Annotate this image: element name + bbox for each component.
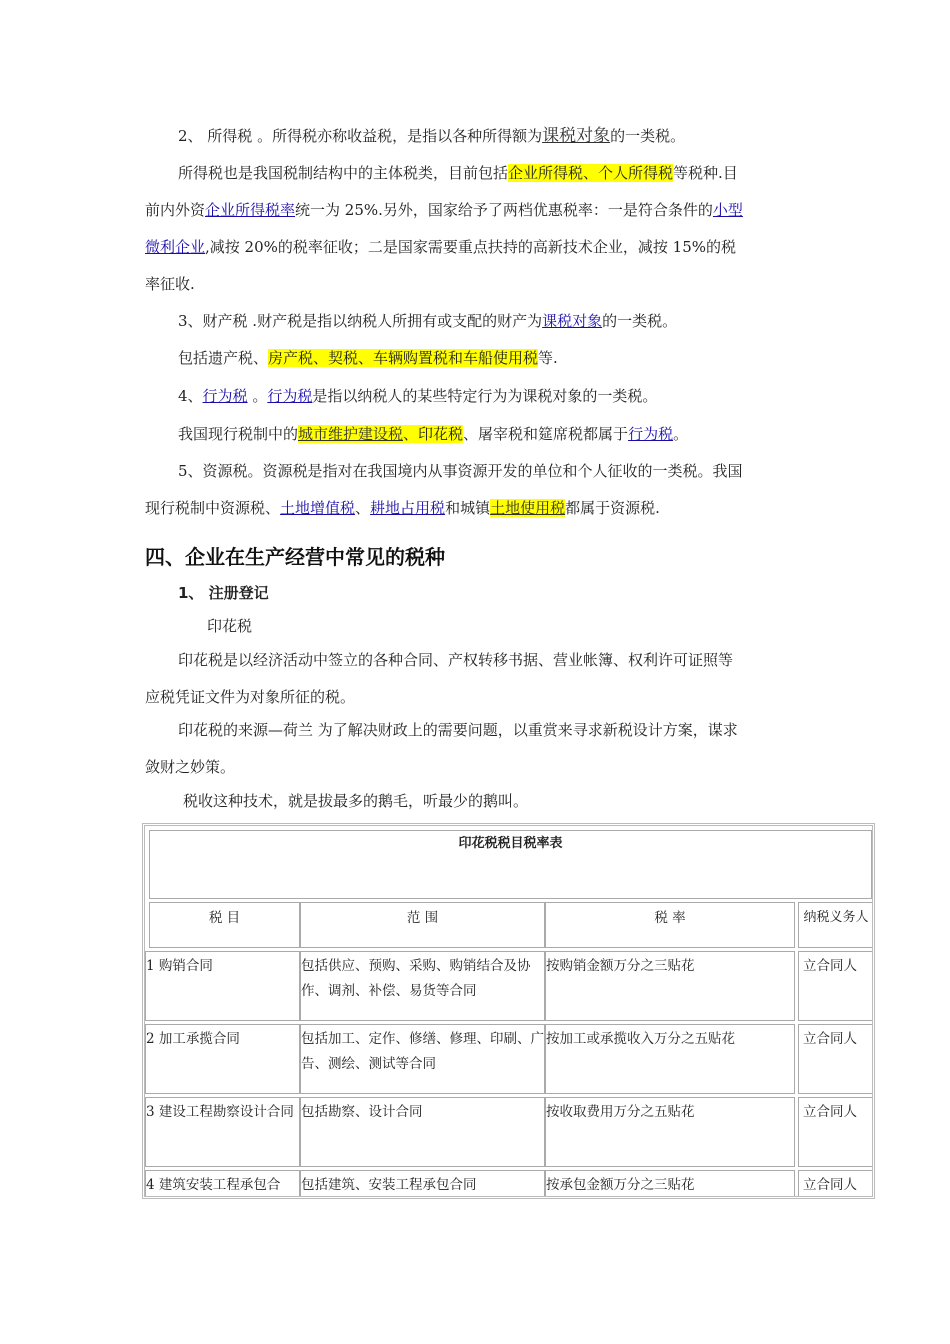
table-header-scope: 范 围	[300, 902, 545, 948]
text: 税收这种技术，就是拔最多的鹅毛，听最少的鹅叫。	[183, 792, 529, 810]
link-small-micro-enterprise[interactable]: 小型	[712, 201, 743, 219]
text: 应税凭证文件为对象所征的税。	[145, 688, 356, 706]
table-header-taxpayer: 纳税义务人	[798, 902, 874, 948]
highlight-text: 、印花税	[403, 425, 464, 443]
paragraph-line	[145, 679, 810, 716]
paragraph-income-tax-types	[145, 155, 843, 192]
paragraph-property-tax	[145, 303, 843, 340]
table-cell: 包括供应、预购、采购、购销结合及协作、调剂、补偿、易货等合同	[300, 951, 545, 1021]
table-cell: 立合同人	[798, 1170, 874, 1199]
text: 3、财产税 .财产税是指以纳税人所拥有或支配的财产为	[178, 312, 543, 330]
table-cell: 按承包金额万分之三贴花	[545, 1170, 795, 1199]
text: 。	[247, 387, 268, 405]
link-land-value-tax[interactable]: 土地增值税	[280, 499, 356, 517]
text: 4、	[178, 387, 203, 405]
table-cell: 立合同人	[798, 951, 874, 1021]
text: 印花税	[207, 617, 253, 635]
text: 、屠宰税和筵席税都属于	[463, 425, 629, 443]
text: ,减按 20%的税率征收；二是国家需要重点扶持的高新技术企业，减按 15%的税	[205, 238, 737, 256]
highlight-text: 房产税、契税、车辆购置税和车船使用税	[268, 349, 539, 367]
stamp-tax-rate-table	[142, 823, 875, 1199]
text: 是指以纳税人的某些特定行为为课税对象的一类税。	[312, 387, 658, 405]
paragraph-behavior-tax	[145, 378, 843, 415]
table-cell: 按加工或承揽收入万分之五贴花	[545, 1024, 795, 1094]
highlight-link-land-use-tax[interactable]: 土地使用税	[490, 499, 566, 517]
table-cell: 按购销金额万分之三贴花	[545, 951, 795, 1021]
paragraph-income-tax	[145, 118, 843, 155]
paragraph-line	[145, 749, 810, 786]
text: 包括遗产税、	[178, 349, 269, 367]
table-header-rate: 税 率	[545, 902, 795, 948]
paragraph-quote	[145, 783, 848, 820]
table-title: 印花税税目税率表	[149, 830, 872, 899]
text: 统一为 25%.另外，国家给予了两档优惠税率：一是符合条件的	[295, 201, 713, 219]
text: 5、资源税。资源税是指对在我国境内从事资源开发的单位和个人征收的一类税。我国	[178, 462, 743, 480]
paragraph-stamp-tax-title	[145, 608, 872, 645]
text: 等税种.目	[673, 164, 738, 182]
text: 和城镇	[445, 499, 491, 517]
table-cell: 立合同人	[798, 1097, 874, 1167]
link-behavior-tax[interactable]: 行为税	[202, 387, 248, 405]
text: 的一类税。	[610, 127, 686, 145]
link-small-micro-enterprise-cont[interactable]: 微利企业	[145, 238, 206, 256]
table-cell: 包括勘察、设计合同	[300, 1097, 545, 1167]
paragraph-line	[145, 192, 810, 229]
link-enterprise-income-tax-rate[interactable]: 企业所得税率	[205, 201, 296, 219]
text: 率征收.	[145, 275, 195, 293]
paragraph-stamp-tax-def	[145, 642, 843, 679]
text: 印花税是以经济活动中签立的各种合同、产权转移书据、营业帐簿、权利许可证照等	[178, 651, 734, 669]
section-heading: 四、企业在生产经营中常见的税种	[145, 545, 445, 569]
link-behavior-tax[interactable]: 行为税	[267, 387, 313, 405]
paragraph-resource-tax	[145, 453, 843, 490]
table-cell: 立合同人	[798, 1024, 874, 1094]
paragraph-behavior-tax-types	[145, 416, 843, 453]
paragraph-stamp-tax-origin	[145, 712, 843, 749]
text: 现行税制中资源税、	[145, 499, 281, 517]
table-cell: 4 建筑安装工程承包合	[145, 1170, 300, 1199]
table-cell: 包括加工、定作、修缮、修理、印刷、广告、测绘、测试等合同	[300, 1024, 545, 1094]
text: 都属于资源税.	[565, 499, 660, 517]
text: 我国现行税制中的	[178, 425, 299, 443]
subsection-heading: 1、 注册登记	[178, 584, 269, 602]
paragraph-line	[145, 229, 810, 266]
table-header-item: 税 目	[149, 902, 300, 948]
table-cell: 2 加工承揽合同	[145, 1024, 300, 1094]
paragraph-property-tax-types	[145, 340, 843, 377]
link-farmland-tax[interactable]: 耕地占用税	[370, 499, 446, 517]
table-cell: 3 建设工程勘察设计合同	[145, 1097, 300, 1167]
table-cell: 包括建筑、安装工程承包合同	[300, 1170, 545, 1199]
link-tax-object[interactable]: 课税对象	[542, 312, 603, 330]
text: 敛财之妙策。	[145, 758, 236, 776]
text: 印花税的来源—荷兰 为了解决财政上的需要问题，以重赏来寻求新税设计方案，谋求	[178, 721, 738, 739]
paragraph-line	[145, 490, 810, 527]
text: 所得税也是我国税制结构中的主体税类，目前包括	[178, 164, 509, 182]
text: 2、 所得税 。所得税亦称收益税，是指以各种所得额为	[178, 127, 543, 145]
table-cell: 1 购销合同	[145, 951, 300, 1021]
link-behavior-tax[interactable]: 行为税	[628, 425, 674, 443]
text: 、	[355, 499, 371, 517]
text: 等.	[538, 349, 558, 367]
text: 。	[673, 425, 689, 443]
paragraph-line	[145, 266, 810, 303]
table-cell: 按收取费用万分之五贴花	[545, 1097, 795, 1167]
text: 的一类税。	[602, 312, 678, 330]
text: 前内外资	[145, 201, 206, 219]
highlight-link-city-tax[interactable]: 城市维护建设税	[298, 425, 404, 443]
link-tax-object[interactable]: 课税对象	[542, 126, 611, 146]
highlight-text: 企业所得税、个人所得税	[508, 164, 674, 182]
